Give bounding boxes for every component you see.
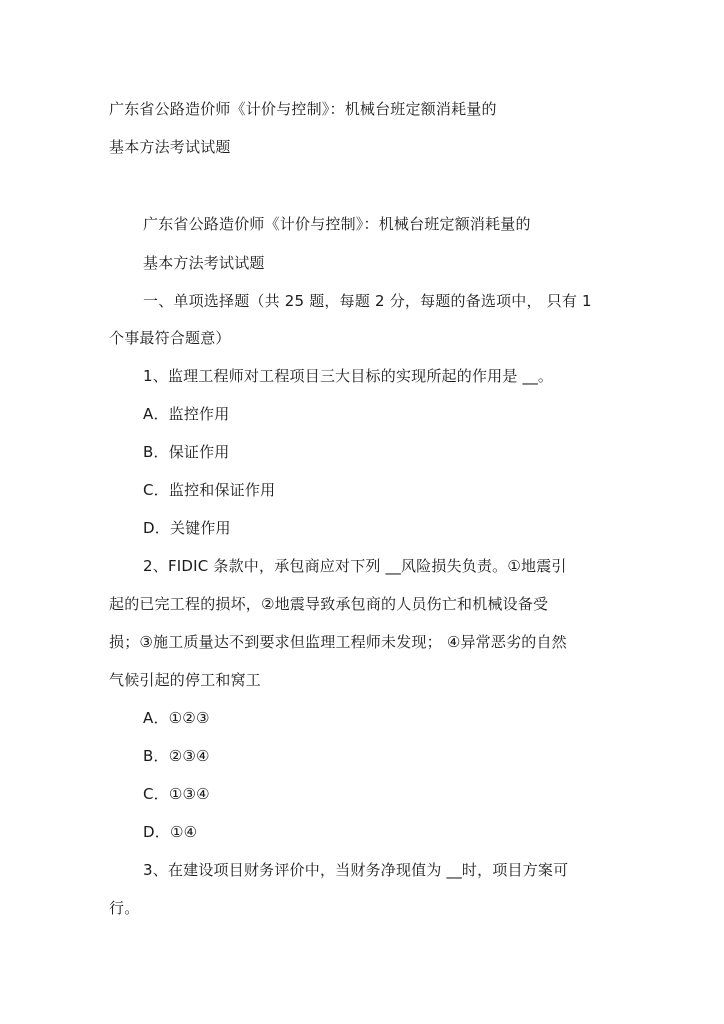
question-2-text-line-1: 2、FIDIC 条款中，承包商应对下列 __风险损失负责。①地震引: [143, 557, 567, 575]
question-3-text-line-2: 行。: [109, 899, 140, 917]
question-3-text-line-1: 3、在建设项目财务评价中，当财务净现值为 __时，项目方案可: [143, 861, 569, 879]
question-2-text-line-4: 气候引起的停工和窝工: [109, 671, 262, 689]
document-subtitle-line-1: 广东省公路造价师《计价与控制》：机械台班定额消耗量的: [143, 215, 531, 233]
question-1-option-d: D．关键作用: [143, 519, 231, 537]
section-heading-line-2: 个事最符合题意）: [109, 329, 231, 347]
question-2-option-b: B．②③④: [143, 747, 210, 765]
question-2-option-d: D．①④: [143, 823, 198, 841]
question-2-text-line-2: 起的已完工程的损坏，②地震导致承包商的人员伤亡和机械设备受: [109, 595, 549, 613]
question-2-option-a: A．①②③: [143, 709, 210, 727]
question-1-option-b: B．保证作用: [143, 443, 230, 461]
document-subtitle-line-2: 基本方法考试试题: [143, 254, 265, 272]
question-2-text-line-3: 损；③施工质量达不到要求但监理工程师未发现； ④异常恶劣的自然: [109, 633, 567, 651]
question-1-text: 1、监理工程师对工程项目三大目标的实现所起的作用是 __。: [143, 367, 554, 385]
question-2-option-c: C．①③④: [143, 785, 210, 803]
question-1-option-c: C．监控和保证作用: [143, 481, 276, 499]
document-title-line-2: 基本方法考试试题: [109, 138, 231, 156]
section-heading-line-1: 一、单项选择题（共 25 题，每题 2 分，每题的备选项中， 只有 1: [143, 292, 592, 310]
document-title-line-1: 广东省公路造价师《计价与控制》：机械台班定额消耗量的: [109, 100, 497, 118]
question-1-option-a: A．监控作用: [143, 405, 230, 423]
